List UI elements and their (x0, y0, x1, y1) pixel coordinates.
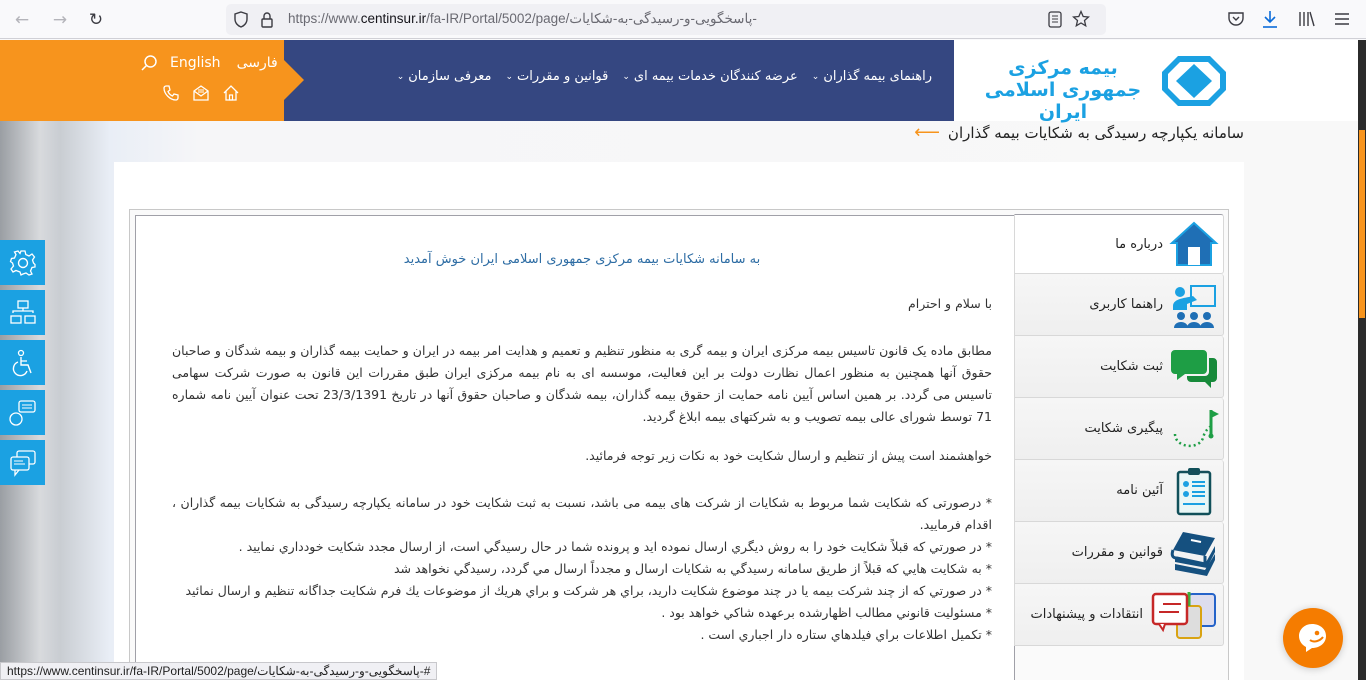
mail-icon[interactable] (192, 84, 210, 102)
side-item-register-complaint[interactable]: ثبت شکایت (1014, 336, 1224, 398)
side-item-about-us[interactable]: درباره ما (1014, 214, 1224, 274)
tracking-path-icon (1169, 404, 1219, 454)
web-page (0, 40, 1358, 680)
arrow-left-icon: ⟵ (914, 122, 940, 143)
welcome-heading: به سامانه شکایات بیمه مرکزی جمهوری اسلامی ایران خوش آمدید (403, 252, 761, 267)
reader-view-icon[interactable] (1048, 11, 1062, 28)
messages-button[interactable] (0, 440, 45, 485)
side-item-laws[interactable]: قوانین و مقررات (1014, 522, 1224, 584)
page-title: سامانه یکپارچه رسیدگی به شکایات بیمه گذاران (947, 123, 1244, 142)
breadcrumb (914, 122, 1244, 143)
article-frame (135, 215, 1015, 680)
library-icon[interactable] (1296, 9, 1316, 29)
downloads-icon[interactable] (1260, 9, 1280, 29)
feedback-cards-icon (1149, 590, 1219, 640)
farsi-language-link[interactable]: فارسی (236, 55, 278, 71)
nav-insurance-providers[interactable]: عرضه کنندگان خدمات بیمه ای ⌄ (622, 69, 798, 84)
side-menu-spacer (1014, 646, 1224, 680)
chevron-down-icon: ⌄ (622, 71, 630, 82)
clipboard-checklist-icon (1169, 466, 1219, 516)
status-url-tooltip: https://www.centinsur.ir/fa-IR/Portal/5002/page/پاسخگویی-و-رسیدگی-به-شکایات-# (0, 662, 437, 680)
books-icon (1169, 528, 1219, 578)
page-scrollbar[interactable] (1358, 40, 1366, 680)
browser-toolbar (0, 0, 1366, 39)
sitemap-icon (9, 299, 37, 327)
nav-laws-regulations[interactable]: قوانین و مقررات ⌄ (505, 69, 609, 84)
side-item-feedback[interactable]: انتقادات و پیشنهادات (1014, 584, 1224, 646)
chat-widget-button[interactable] (1283, 608, 1343, 668)
forward-button[interactable]: → (52, 10, 68, 30)
chevron-down-icon: ⌄ (396, 71, 405, 82)
side-menu (1014, 214, 1224, 680)
url-text[interactable]: https://www.centinsur.ir/fa-IR/Portal/5002/page/پاسخگویی-و-رسیدگی-به-شکایات- (288, 11, 757, 26)
main-navigation (284, 40, 954, 121)
content-card (114, 162, 1244, 680)
accessibility-button[interactable] (0, 340, 45, 385)
scrollbar-thumb[interactable] (1359, 130, 1365, 318)
side-item-user-guide[interactable]: راهنما کاربری (1014, 274, 1224, 336)
nav-policyholder-guide[interactable]: راهنمای بیمه گذاران ⌄ (811, 69, 932, 84)
greeting-text: با سلام و احترام (908, 296, 992, 311)
comment-icon (9, 399, 37, 427)
english-language-link[interactable]: English (170, 55, 221, 71)
top-utility-bar (0, 40, 284, 121)
home-icon[interactable] (222, 84, 240, 102)
notice-paragraph: خواهشمند است پیش از تنظیم و ارسال شکایت خود به نکات زیر توجه فرمائید. (585, 448, 992, 463)
complaints-panel (129, 209, 1229, 680)
chat-smiley-icon (1296, 621, 1330, 655)
rules-list (172, 492, 992, 646)
presentation-icon (1169, 280, 1219, 330)
list-item: * به شكايت هايي كه قبلاً از طريق سامانه رسيدگي به شكايات ارسال و مجدداً ارسال مي گردد، رسيدگي نخواهد شد (393, 561, 992, 576)
accessibility-icon (9, 349, 37, 377)
bookmark-star-icon[interactable] (1072, 10, 1090, 28)
logo-text: بیمه مرکزی جمهوری اسلامی ایران (984, 57, 1142, 123)
comment-button[interactable] (0, 390, 45, 435)
decorative-arrow (284, 60, 304, 100)
messages-icon (9, 449, 37, 477)
list-item: * مسئوليت قانوني مطالب اظهارشده برعهده شاكي خواهد بود . (661, 605, 992, 620)
address-bar[interactable] (226, 4, 1106, 35)
chevron-down-icon: ⌄ (811, 71, 820, 82)
back-button[interactable]: ← (14, 10, 30, 30)
settings-icon (9, 249, 37, 277)
settings-button[interactable] (0, 240, 45, 285)
search-icon[interactable] (140, 54, 158, 72)
list-item: * در صورتي كه قبلاً شكايت خود را به روش ديگري ارسال نموده ايد و پرونده شما در حال رسيدگي است، از ارسال مجدد شكايت خودداري نماييد . (238, 539, 992, 554)
list-item: * تكميل اطلاعات براي فيلدهاي ستاره دار اجباري است . (700, 627, 992, 642)
sitemap-button[interactable] (0, 290, 45, 335)
side-item-track-complaint[interactable]: پیگیری شکایت (1014, 398, 1224, 460)
nav-about-organization[interactable]: معرفی سازمان ⌄ (396, 69, 492, 84)
phone-icon[interactable] (162, 84, 180, 102)
lock-icon[interactable] (260, 11, 274, 28)
floating-toolbar (0, 240, 45, 490)
intro-paragraph: مطابق ماده یک قانون تاسیس بیمه مرکزی ایران و بیمه گری به منظور تنظیم و تعمیم و هدایت امر بیمه در ایران و حمایت بیمه گذاران و بیمه شدگان و صاحبان حقوق آنها همچنین به منظور اعمال نظارت دولت بر این فعالیت، موسسه ای به نام بیمه مرکزی ایران طبق مقررات این قانون به صورت شرکت سهامی تاسیس می گردد. بر همین اساس آیین نامه حمایت از حقوق بیمه گذاران، بیمه شدگان و صاحبان حقوق آنها در تاریخ 23/3/1391 تحت عنوان آیین نامه شماره 71 توسط شورای عالی بیمه تصویب و به شرکتهای بیمه ابلاغ گردید. (172, 343, 992, 424)
list-item: * درصورتی که شکایت شما مربوط به شکایات از شرکت های بیمه می باشد، نسبت به ثبت شکایت خود در سامانه یکپارچه رسیدگی به شکایات بیمه گذاران ، اقدام فرمایید. (172, 495, 992, 532)
logo-area[interactable] (954, 40, 1358, 121)
central-insurance-logo-icon (1160, 54, 1228, 108)
menu-hamburger-icon[interactable] (1332, 9, 1352, 29)
shield-icon[interactable] (234, 11, 248, 28)
house-icon (1169, 219, 1219, 269)
pocket-icon[interactable] (1226, 9, 1246, 29)
list-item: * در صورتي كه از چند شركت بيمه يا در چند موضوع شكايت داريد، براي هر شركت و براي هريك از موضوعات يك فرم شكايت جداگانه تنظيم و ارسال نمائيد (185, 583, 992, 598)
chevron-down-icon: ⌄ (505, 71, 513, 82)
reload-button[interactable]: ↻ (88, 10, 104, 30)
chat-bubbles-icon (1169, 342, 1219, 392)
side-item-regulations[interactable]: آئین نامه (1014, 460, 1224, 522)
